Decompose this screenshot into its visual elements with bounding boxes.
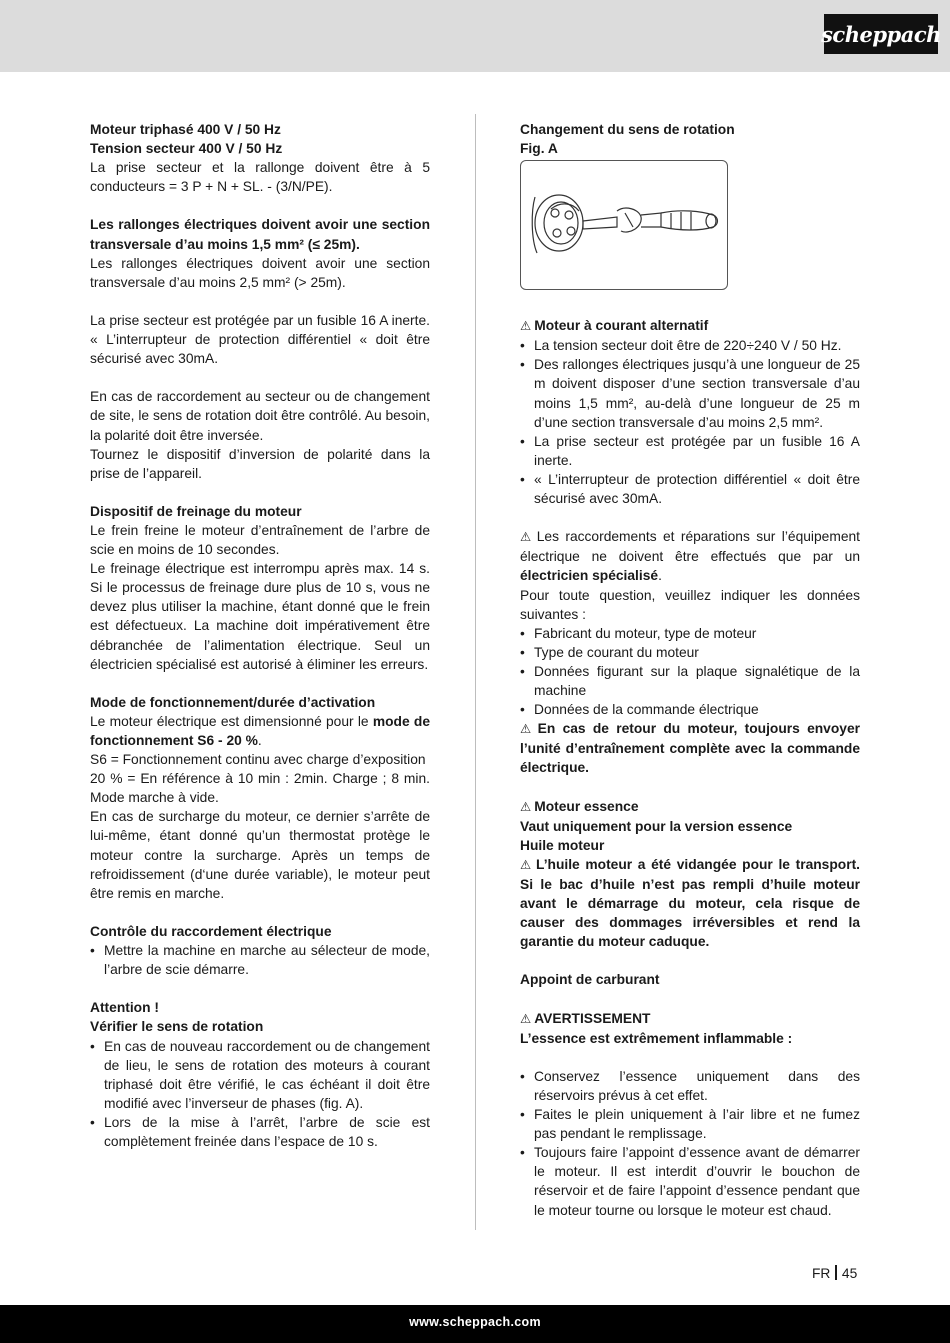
warning-paragraph: ⚠ En cas de retour du moteur, toujours envoyer l’unité d’entraînement complète avec la commande électrique. [520,721,860,776]
section-heading: Moteur triphasé 400 V / 50 Hz [90,122,281,137]
list-item: • Lors de la mise à l’arrêt, l’arbre de scie est complètement freinée dans l’espace de 10 s. [90,1113,430,1151]
paragraph: Le frein freine le moteur d’entraînement de l’arbre de scie en moins de 10 secondes. [90,522,430,558]
section-heading: ⚠ AVERTISSEMENT [520,1010,651,1026]
paragraph: En cas de surcharge du moteur, ce dernier s’arrête de lui-même, étant donné qu’un thermostat protège le moteur contre la surcharge. Après un temps de refroidissement (d‘une durée variable), le moteur peut être remis en marche. [90,809,430,901]
bullet-list [90,941,430,979]
warning-icon: ⚠ [520,1011,532,1026]
paragraph: S6 = Fonctionnement continu avec charge d’exposition [90,752,426,768]
list-item: • Toujours faire l’appoint d’essence avant de démarrer le moteur. Il est interdit d’ouvrir le bouchon de réservoir et de faire l’appoint d’essence pendant que le moteur tourne ou lorsque le moteur est chaud. [520,1143,860,1219]
header-bar [0,0,950,72]
list-item: • La tension secteur doit être de 220÷240 V / 50 Hz. [520,336,860,355]
section-heading: Mode de fonctionnement/durée d’activation [90,694,376,710]
section-heading: Appoint de carburant [520,972,660,988]
warning-icon: ⚠ [520,722,535,737]
column-divider [475,114,476,1230]
paragraph: ⚠ Les raccordements et réparations sur l’équipement électrique ne doivent être effectués que par un électricien spécialisé. [520,529,860,584]
paragraph: Tournez le dispositif d’inversion de polarité dans la prise de l’appareil. [90,446,430,481]
paragraph: Pour toute question, veuillez indiquer les données suivantes : [520,587,860,622]
section-heading: Attention ! [90,1000,159,1016]
list-item: • Type de courant du moteur [520,643,860,662]
brand-logo: scheppach [824,14,938,54]
warning-paragraph: ⚠ L’huile moteur a été vidangée pour le transport. Si le bac d’huile n’est pas rempli d’huile moteur avant le démarrage du moteur, cela risque de causer des dommages irréversibles et rend la garantie du moteur caduque. [520,856,860,950]
warning-icon: ⚠ [520,530,534,545]
list-item: • Mettre la machine en marche au sélecteur de mode, l’arbre de scie démarre. [90,941,430,979]
figure-a-phase-inverter [520,160,728,290]
list-item: • En cas de nouveau raccordement ou de changement de lieu, le sens de rotation des moteurs à courant triphasé doit être vérifié, le cas échéant il doit être modifié avec l’inverseur de phases (fig. A). [90,1037,430,1113]
section-heading: Tension secteur 400 V / 50 Hz [90,141,283,157]
paragraph: Les rallonges électriques doivent avoir une section transversale d’au moins 2,5 mm² (> 25m). [90,255,430,290]
section-heading: L’essence est extrêmement inflammable : [520,1030,793,1046]
paragraph: 20 % = En référence à 10 min : 2min. Charge ; 8 min. Mode marche à vide. [90,771,430,806]
paragraph: La prise secteur et la rallonge doivent être à 5 conducteurs = 3 P + N + SL. - (3/N/PE). [90,160,430,195]
right-column [520,120,860,1220]
section-heading: Huile moteur [520,837,605,853]
bullet-list [520,336,860,508]
paragraph: En cas de raccordement au secteur ou de changement de site, le sens de rotation doit être contrôlé. Au besoin, la polarité doit être inversée. [90,389,430,443]
page-number-value: 45 [841,1266,858,1281]
section-heading: ⚠ Moteur essence [520,798,639,814]
paragraph: Le moteur électrique est dimensionné pour le mode de fonctionnement S6 - 20 %. [90,713,431,748]
list-item: • Données de la commande électrique [520,700,860,719]
figure-label: Fig. A [520,141,558,157]
section-heading: Vaut uniquement pour la version essence [520,818,793,834]
section-heading: Les rallonges électriques doivent avoir une section transversale d’au moins 1,5 mm² (≤ 25m). [90,217,430,252]
bullet-list [520,1067,860,1220]
list-item: • Conservez l’essence uniquement dans des réservoirs prévus à cet effet. [520,1067,860,1105]
section-heading: Changement du sens de rotation [520,122,735,137]
list-item: • Fabricant du moteur, type de moteur [520,624,860,643]
plug-screwdriver-illustration [521,161,729,291]
footer-bar [0,1305,950,1343]
warning-icon: ⚠ [520,799,532,814]
left-column [90,120,430,1151]
list-item: • « L’interrupteur de protection différentiel « doit être sécurisé avec 30mA. [520,470,860,508]
section-heading: Contrôle du raccordement électrique [90,923,332,939]
bullet-list [90,1037,430,1152]
section-heading: ⚠ Moteur à courant alternatif [520,318,709,334]
paragraph: La prise secteur est protégée par un fusible 16 A inerte. « L’interrupteur de protection différentiel « doit être sécurisé avec 30mA. [90,312,430,367]
bullet-list [520,624,860,719]
website-url: www.scheppach.com [409,1315,541,1329]
list-item: • Données figurant sur la plaque signalétique de la machine [520,662,860,700]
list-item: • La prise secteur est protégée par un fusible 16 A inerte. [520,432,860,470]
page-number [812,1265,857,1281]
warning-icon: ⚠ [520,857,534,872]
language-code: FR [812,1266,831,1281]
section-heading: Vérifier le sens de rotation [90,1019,264,1035]
section-heading: Dispositif de freinage du moteur [90,503,302,519]
list-item: • Des rallonges électriques jusqu’à une longueur de 25 m doivent disposer d’une section transversale d’au moins 1,5 mm², au-delà d’une longueur de 25 m d’une section transversale d’au moins 2,5 mm². [520,355,860,431]
list-item: • Faites le plein uniquement à l’air libre et ne fumez pas pendant le remplissage. [520,1105,860,1143]
warning-icon: ⚠ [520,319,532,334]
paragraph: Le freinage électrique est interrompu après max. 14 s. Si le processus de freinage dure plus de 10 s, vous ne devez plus utiliser la machine, étant donné que le frein est défectueux. La machine doit impérativement être débranchée de l’alimentation électrique. Seul un électricien spécialisé est autorisé à éliminer les erreurs. [90,561,430,672]
